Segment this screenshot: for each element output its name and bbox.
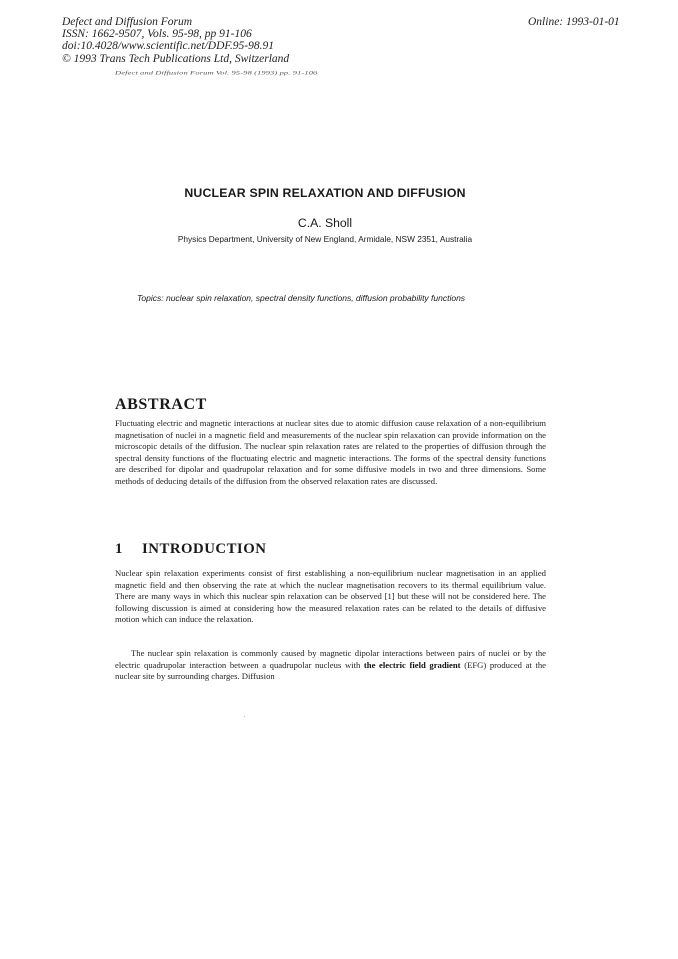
author-name: C.A. Sholl [297,216,353,230]
intro-paragraph-2 [115,648,546,683]
stamp-journal: Defect and Diffusion Forum [62,16,192,28]
abstract-body: Fluctuating electric and magnetic interactions at nuclear sites due to atomic diffusion cause relaxation of a non-equilibrium magnetisation of nuclei in a magnetic field and measurements of the nuclear spin relaxation can provide information on the microscopic details of the diffusion. The nuclear spin relaxation rates are related to the properties of diffusion through the spectral density functions of the fluctuating electric and magnetic interactions. The forms of the spectral density functions are described for dipolar and quadrupolar relaxation and for some diffusive models in two and three dimensions. Some methods of deducing details of the diffusion from the observed relaxation rates are discussed. [115,418,546,486]
stamp-doi: doi:10.4028/www.scientific.net/DDF.95-98.91 [62,40,274,53]
stamp-issn: ISSN: 1662-9507, Vols. 95-98, pp 91-106 [62,28,252,41]
online-date: Online: 1993-01-01 [528,16,620,28]
stamp-copyright: © 1993 Trans Tech Publications Ltd, Switzerland [62,52,290,65]
section-title: INTRODUCTION [142,541,267,557]
author-affiliation: Physics Department, University of New England, Armidale, NSW 2351, Australia [177,234,473,244]
scan-speck [244,716,245,717]
section-heading-introduction [115,541,266,558]
running-header: Defect and Diffusion Forum Vol. 95-98 (1993) pp. 91-106 [115,70,318,76]
section-number: 1 [115,541,123,557]
topics-line: Topics: nuclear spin relaxation, spectral density functions, diffusion probability functions [137,293,466,303]
intro-paragraph-2-lead: The nuclear spin relaxation is commonly caused by magnetic dipolar interactions between pairs of nuclei or by the electric quadrupolar interaction between a quadrupolar nucleus with [115,648,546,670]
intro-paragraph-1: Nuclear spin relaxation experiments consist of first establishing a non-equilibrium nuclear magnetisation in an applied magnetic field and then observing the rate at which the nuclear magnetisation recovers to its thermal equilibrium value. There are many ways in which this nuclear spin relaxation can be observed [1] but these will not be considered here. The following discussion is aimed at considering how the measured relaxation rates can be related to the details of diffusive motion which can induce the relaxation. [115,568,546,625]
intro-paragraph-2-tail: (EFG) produced at the nuclear site by surrounding charges. Diffusion [115,659,546,682]
publication-stamp [62,16,289,65]
paper-title: NUCLEAR SPIN RELAXATION AND DIFFUSION [184,186,466,200]
intro-paragraph-2-dark: the electric field gradient [363,659,461,670]
abstract-heading: ABSTRACT [115,396,207,413]
